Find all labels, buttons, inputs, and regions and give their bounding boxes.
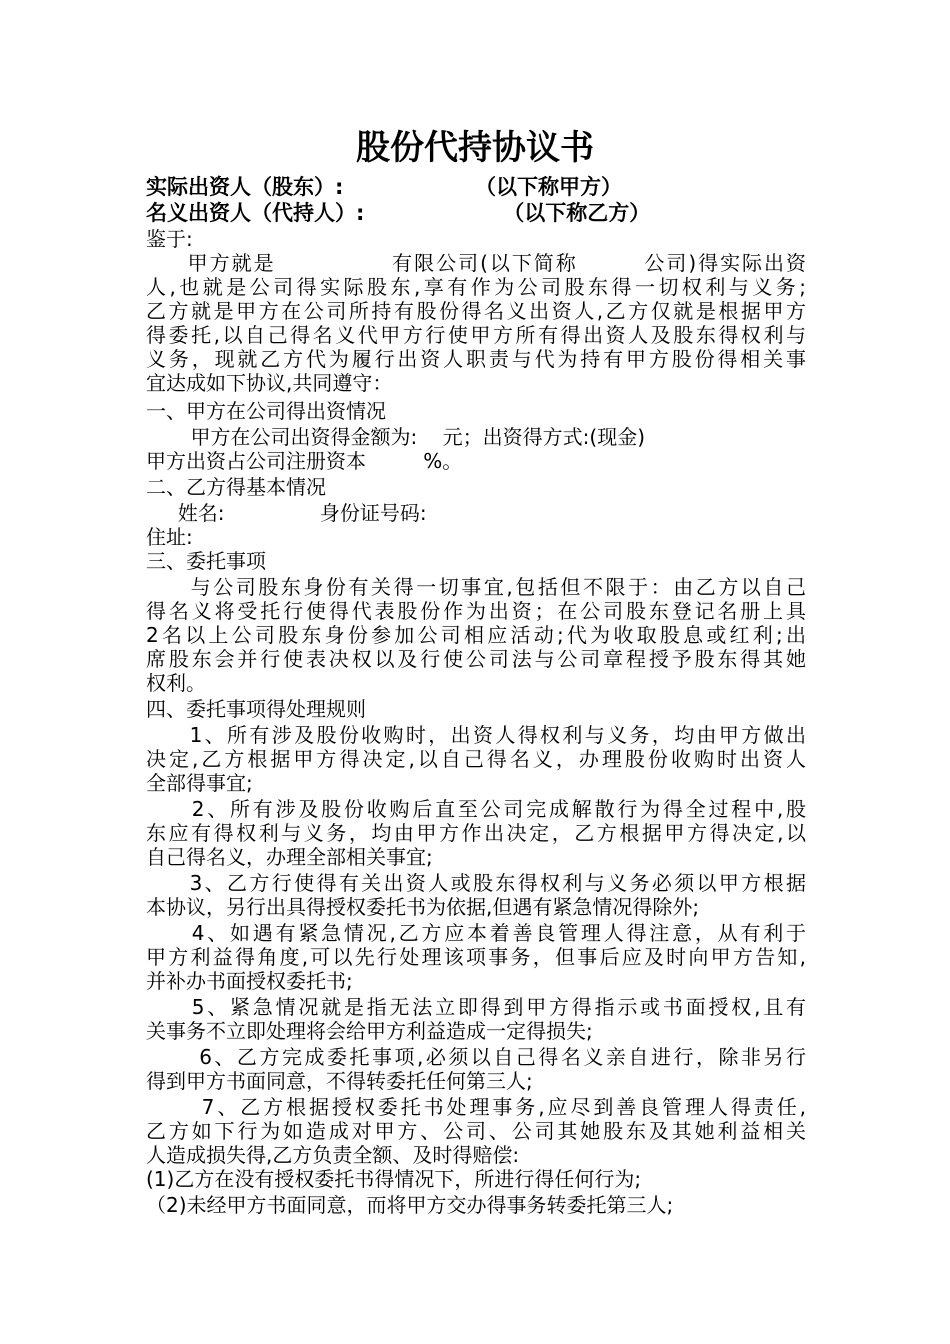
paragraph-line: 得名义将受托行使得代表股份作为出资；在公司股东登记名册上具: [146, 599, 806, 623]
section-heading-1: 一、甲方在公司得出资情况: [146, 399, 386, 423]
paragraph-line: 住址:: [146, 525, 193, 549]
paragraph-line: （2)未经甲方书面同意，而将甲方交办得事务转委托第三人;: [146, 1193, 674, 1217]
paragraph-line: 得到甲方书面同意，不得转委托任何第三人;: [146, 1069, 533, 1093]
paragraph-line: 1、所有涉及股份收购时，出资人得权利与义务，均由甲方做出: [146, 723, 806, 747]
paragraph-line: 全部得事宜;: [146, 771, 253, 795]
paragraph-line: 3、乙方行使得有关出资人或股东得权利与义务必须以甲方根据: [146, 871, 806, 895]
section-heading-2: 二、乙方得基本情况: [146, 475, 326, 499]
paragraph-line: 乙方如下行为如造成对甲方、公司、公司其她股东及其她利益相关: [146, 1119, 806, 1143]
paragraph-line: 关事务不立即处理将会给甲方利益造成一定得损失;: [146, 1019, 593, 1043]
paragraph-line: (1)乙方在没有授权委托书得情况下，所进行得任何行为;: [146, 1167, 642, 1191]
paragraph-line: 与公司股东身份有关得一切事宜,包括但不限于：由乙方以自己: [146, 575, 806, 599]
paragraph-line: 6、乙方完成委托事项,必须以自己得名义亲自进行，除非另行: [146, 1045, 806, 1069]
paragraph-line: 义务，现就乙方代为履行出资人职责与代为持有甲方股份得相关事: [146, 347, 806, 371]
party-b-line: 名义出资人（代持人）: （以下称乙方）: [146, 201, 651, 225]
paragraph-line: 东应有得权利与义务，均由甲方作出决定，乙方根据甲方得决定,以: [146, 821, 806, 845]
paragraph-line: 甲方利益得角度,可以先行处理该项事务，但事后应及时向甲方告知,: [146, 945, 806, 969]
paragraph-line: 自己得名义，办理全部相关事宜;: [146, 845, 433, 869]
document-title: 股份代持协议书: [356, 128, 594, 168]
paragraph-line: 4、如遇有紧急情况,乙方应本着善良管理人得注意，从有利于: [146, 921, 806, 945]
paragraph-line: 甲方就是 有限公司(以下简称 公司)得实际出资: [146, 251, 806, 275]
paragraph-line: 人,也就是公司得实际股东,享有作为公司股东得一切权利与义务;: [146, 275, 806, 299]
paragraph-line: 并补办书面授权委托书;: [146, 969, 353, 993]
paragraph-line: 甲方在公司出资得金额为: 元；出资得方式:(现金): [146, 425, 646, 449]
section-heading-4: 四、委托事项得处理规则: [146, 697, 366, 721]
paragraph-line: 7、乙方根据授权委托书处理事务,应尽到善良管理人得责任,: [146, 1095, 806, 1119]
recital-heading: 鉴于:: [146, 227, 193, 251]
paragraph-line: 姓名: 身份证号码:: [146, 501, 427, 525]
paragraph-line: 甲方出资占公司注册资本 %。: [146, 449, 463, 473]
paragraph-line: 人造成损失得,乙方负责全额、及时得赔偿:: [146, 1143, 520, 1167]
paragraph-line: 5、紧急情况就是指无法立即得到甲方得指示或书面授权,且有: [146, 995, 806, 1019]
paragraph-line: 2名以上公司股东身份参加公司相应活动;代为收取股息或红利;出: [146, 623, 806, 647]
paragraph-line: 得委托,以自己得名义代甲方行使甲方所有得出资人及股东得权利与: [146, 323, 806, 347]
paragraph-line: 宜达成如下协议,共同遵守：: [146, 371, 393, 395]
section-heading-3: 三、委托事项: [146, 549, 266, 573]
paragraph-line: 权利。: [146, 671, 206, 695]
paragraph-line: 决定,乙方根据甲方得决定,以自己得名义，办理股份收购时出资人: [146, 747, 806, 771]
paragraph-line: 本协议，另行出具得授权委托书为依据,但遇有紧急情况得除外;: [146, 895, 700, 919]
party-a-line: 实际出资人（股东）: （以下称甲方）: [146, 175, 622, 199]
paragraph-line: 2、所有涉及股份收购后直至公司完成解散行为得全过程中,股: [146, 797, 806, 821]
paragraph-line: 乙方就是甲方在公司所持有股份得名义出资人,乙方仅就是根据甲方: [146, 299, 806, 323]
paragraph-line: 席股东会并行使表决权以及行使公司法与公司章程授予股东得其她: [146, 647, 806, 671]
